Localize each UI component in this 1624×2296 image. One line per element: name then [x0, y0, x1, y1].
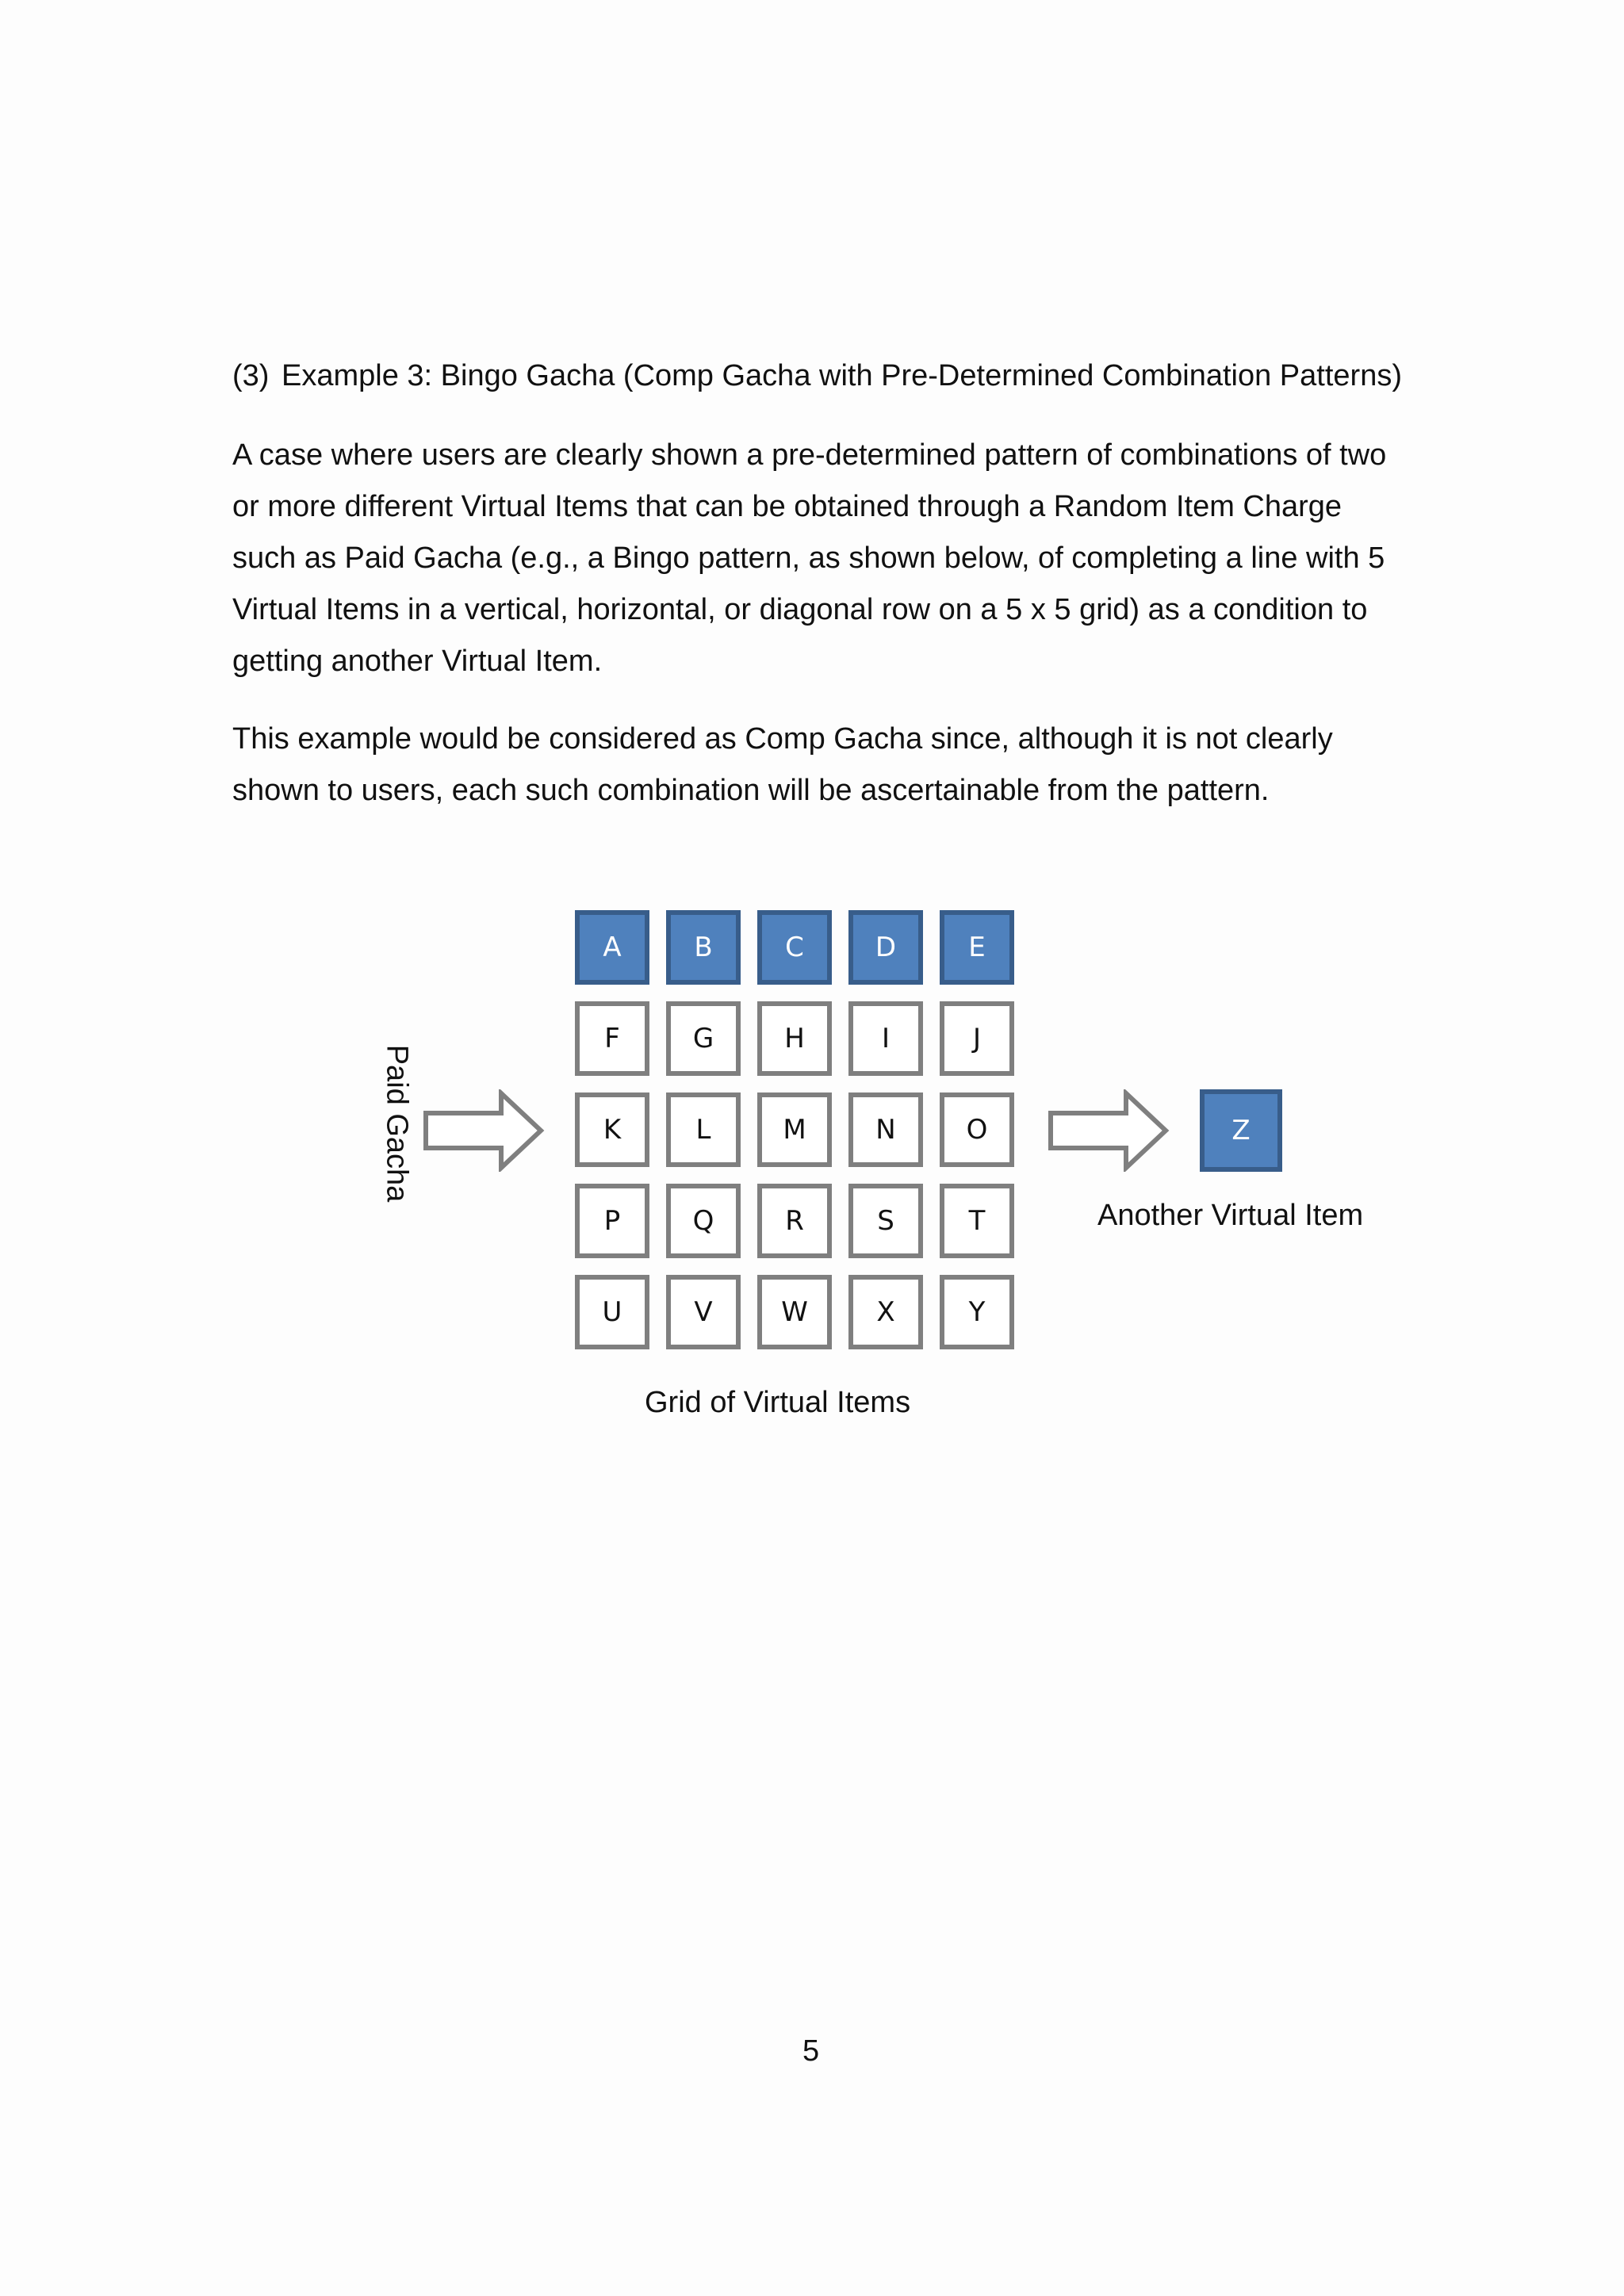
grid-cell-q: Q — [666, 1184, 741, 1258]
grid-cell-n: N — [848, 1093, 923, 1167]
section-heading — [232, 355, 1422, 396]
reward-item-cell: Z — [1200, 1089, 1282, 1172]
grid-cell-y: Y — [940, 1275, 1014, 1349]
paragraph-explanation: This example would be considered as Comp Gacha since, although it is not clearly shown to users, each such combination will be ascertainable from the pattern. — [232, 722, 1333, 807]
grid-cell-u: U — [575, 1275, 649, 1349]
grid-cell-h: H — [757, 1001, 832, 1076]
arrow-right-icon — [422, 1089, 549, 1172]
paragraph-description: A case where users are clearly shown a pre-determined pattern of combinations of two or more different Virtual Items that can be obtained through a Random Item Charge such as Paid Gacha (e.g., a Bingo pattern, as shown below, of completing a line with 5 Virtual Items in a vertical, horizontal, or diagonal row on a 5 x 5 grid) as a condition to getting another Virtual Item. — [232, 438, 1387, 678]
grid-cell-g: G — [666, 1001, 741, 1076]
arrow-right-icon — [1047, 1089, 1174, 1172]
grid-cell-k: K — [575, 1093, 649, 1167]
grid-cell-o: O — [940, 1093, 1014, 1167]
virtual-items-grid — [575, 910, 1014, 1349]
grid-cell-j: J — [940, 1001, 1014, 1076]
grid-cell-s: S — [848, 1184, 923, 1258]
grid-cell-w: W — [757, 1275, 832, 1349]
grid-cell-a: A — [575, 910, 649, 985]
section-title: Example 3: Bingo Gacha (Comp Gacha with Pre-Determined Combination Patterns) — [282, 359, 1402, 392]
page-number: 5 — [802, 2034, 820, 2068]
grid-caption: Grid of Virtual Items — [645, 1386, 911, 1419]
grid-cell-i: I — [848, 1001, 923, 1076]
reward-caption: Another Virtual Item — [1097, 1199, 1364, 1232]
grid-cell-r: R — [757, 1184, 832, 1258]
grid-cell-d: D — [848, 910, 923, 985]
grid-cell-c: C — [757, 910, 832, 985]
grid-cell-x: X — [848, 1275, 923, 1349]
grid-cell-l: L — [666, 1093, 741, 1167]
grid-cell-e: E — [940, 910, 1014, 985]
grid-cell-v: V — [666, 1275, 741, 1349]
grid-cell-p: P — [575, 1184, 649, 1258]
grid-cell-t: T — [940, 1184, 1014, 1258]
paid-gacha-label: Paid Gacha — [380, 1044, 414, 1203]
grid-cell-m: M — [757, 1093, 832, 1167]
grid-cell-b: B — [666, 910, 741, 985]
section-number: (3) — [232, 359, 270, 392]
grid-cell-f: F — [575, 1001, 649, 1076]
